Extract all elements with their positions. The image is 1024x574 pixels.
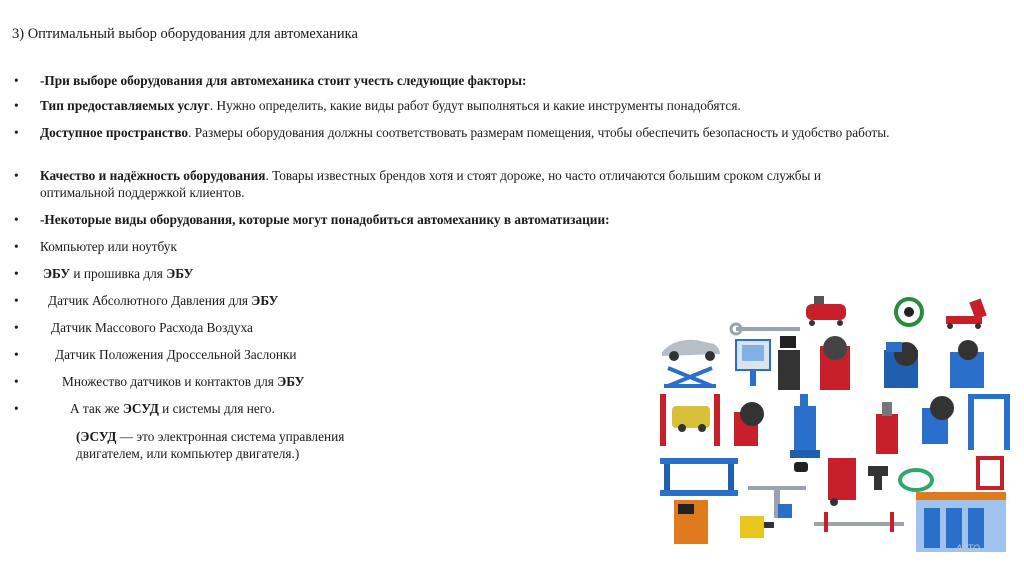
slide-title: 3) Оптимальный выбор оборудования для автомеханика: [12, 26, 358, 42]
tire-changer-red-icon: [820, 336, 850, 390]
balancer-icon: [884, 342, 918, 388]
alignment-frame-icon: [814, 512, 904, 532]
car-lift-icon: [662, 340, 720, 388]
diagnostic-cart-icon: [778, 336, 800, 390]
oil-drum-icon: [794, 462, 808, 472]
equipment-text: Датчик Положения Дроссельной Заслонки: [55, 347, 297, 362]
equipment-text: и системы для него.: [158, 401, 275, 416]
wheel-aligner-icon: [748, 486, 806, 518]
bullet-dot: •: [14, 98, 19, 113]
equipment-bold: ЭБУ: [251, 293, 279, 308]
blue-tire-changer-icon: [790, 394, 820, 458]
blue-two-post-lift-icon: [968, 394, 1010, 450]
factor-bold: Доступное пространство: [40, 125, 189, 140]
factor-text: . Товары известных брендов хотя и стоят дороже, но часто отличаются большим сроком службы и оптимальной поддержкой клиентов.: [40, 168, 821, 200]
bullet-dot: •: [14, 168, 19, 183]
compressor-cart-icon: [828, 458, 856, 506]
factor-bold: -Некоторые виды оборудования, которые могут понадобиться автомеханику в автоматизации:: [40, 212, 610, 227]
factor-bold: -При выборе оборудования для автомеханика стоит учесть следующие факторы:: [40, 73, 527, 88]
bullet-dot: •: [14, 266, 19, 281]
factor-bold: Тип предоставляемых услуг: [40, 98, 210, 113]
equipment-bold: ЭСУД: [122, 401, 159, 416]
bullet-dot: •: [14, 401, 19, 416]
equipment-text: и прошивка для: [70, 266, 167, 281]
scissor-lift-blue-icon: [660, 458, 738, 496]
equipment-text: Множество датчиков и контактов для: [62, 374, 278, 389]
equipment-bold: ЭБУ: [43, 266, 71, 281]
equipment-text: А так же: [70, 401, 123, 416]
bullet-dot: •: [14, 374, 19, 389]
equipment-bold: ЭБУ: [277, 374, 305, 389]
equipment-text: Датчик Массового Расхода Воздуха: [51, 320, 253, 335]
press-stand-icon: [978, 458, 1002, 488]
bullet-dot: •: [14, 293, 19, 308]
blue-balancer-icon: [922, 396, 954, 444]
floor-jack-icon: [946, 298, 987, 329]
note-text: — это электронная система управления двигателем, или компьютер двигателя.): [76, 429, 345, 461]
spot-welder-icon: [740, 516, 774, 538]
bullet-dot: •: [14, 125, 19, 140]
equipment-bold: ЭБУ: [166, 266, 194, 281]
factor-text: . Размеры оборудования должны соответствовать размерам помещения, чтобы обеспечить безопасность и удобство работы.: [188, 125, 890, 140]
alignment-stand-icon: [736, 340, 770, 386]
factor-bold: Качество и надёжность оборудования: [40, 168, 266, 183]
bullet-dot: •: [14, 212, 19, 227]
coil-hose-icon: [900, 470, 932, 490]
bullet-dot: •: [14, 239, 19, 254]
wrench-icon: [731, 324, 800, 334]
tire-machine-icon: [950, 340, 984, 388]
hose-reel-icon: [896, 299, 922, 325]
welder-orange-icon: [674, 500, 708, 544]
equipment-text: Датчик Абсолютного Давления для: [48, 293, 252, 308]
esud-note: [76, 428, 406, 462]
equipment-collage-image: [654, 290, 1024, 560]
factor-text: . Нужно определить, какие виды работ будут выполняться и какие инструменты понадобятся.: [209, 98, 741, 113]
equipment-text: Компьютер или ноутбук: [40, 239, 177, 254]
bullet-dot: •: [14, 73, 19, 88]
note-bold: (ЭСУД: [76, 429, 117, 444]
red-tire-changer-icon: [876, 402, 898, 454]
bullet-dot: •: [14, 320, 19, 335]
air-compressor-icon: [806, 296, 846, 326]
two-post-lift-icon: [660, 394, 720, 446]
impact-wrench-icon: [868, 466, 888, 490]
watermark-text: AVTO: [956, 543, 980, 553]
wheel-balancer-red-icon: [734, 402, 764, 446]
bullet-dot: •: [14, 347, 19, 362]
